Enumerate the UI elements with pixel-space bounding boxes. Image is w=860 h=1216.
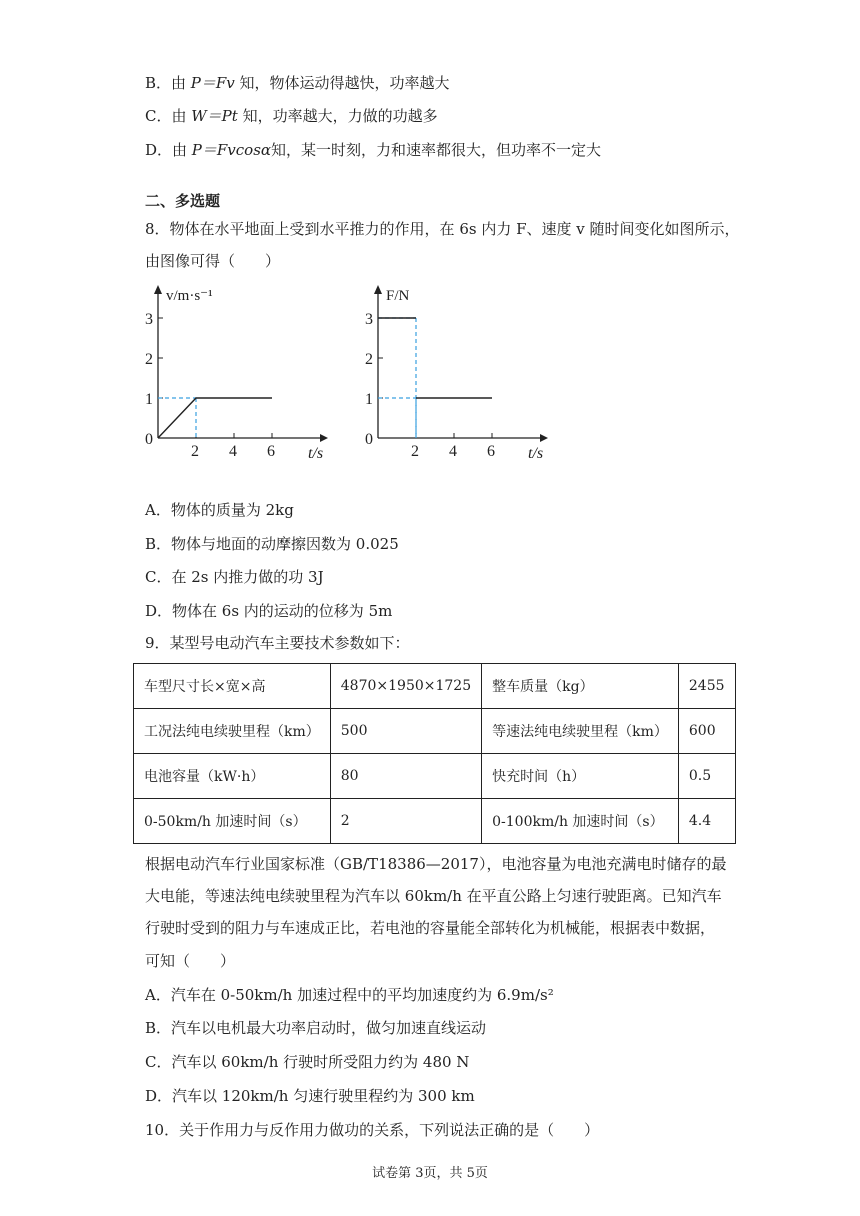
table-cell: 500 — [330, 709, 481, 754]
table-cell: 工况法纯电续驶里程（km） — [134, 709, 331, 754]
table-row — [134, 754, 736, 799]
y-tick-label: 1 — [145, 391, 153, 408]
table-cell: 80 — [330, 754, 481, 799]
q9-para-line4: 可知（ ） — [145, 952, 236, 970]
q9-intro: 9．某型号电动汽车主要技术参数如下： — [145, 634, 410, 652]
x-tick-label: 2 — [411, 443, 419, 460]
q9-para-line1: 根据电动汽车行业国家标准（GB/T18386—2017），电池容量为电池充满电时储存的最 — [145, 855, 727, 873]
origin-label: 0 — [365, 431, 373, 448]
table-row — [134, 799, 736, 844]
q8-stem-line2: 由图像可得（ ） — [145, 252, 281, 270]
y-tick-label: 3 — [365, 311, 373, 328]
q9-option-a: A．汽车在 0-50km/h 加速过程中的平均加速度约为 6.9m/s² — [145, 986, 554, 1004]
force-time-graph — [360, 280, 560, 465]
velocity-time-graph — [140, 280, 340, 465]
q9-para-line2: 大电能，等速法纯电续驶里程为汽车以 60km/h 在平直公路上匀速行驶距离。已知汽车 — [145, 887, 722, 905]
table-cell: 电池容量（kW·h） — [134, 754, 331, 799]
series-line — [158, 398, 272, 438]
q8-option-d: D．物体在 6s 内的运动的位移为 5m — [145, 602, 393, 620]
table-cell: 快充时间（h） — [482, 754, 679, 799]
origin-label: 0 — [145, 431, 153, 448]
formula: P＝Fv — [190, 74, 235, 92]
formula: P＝Fvcosα — [191, 141, 272, 159]
x-tick-label: 4 — [449, 443, 457, 460]
table-cell: 0-50km/h 加速时间（s） — [134, 799, 331, 844]
x-tick-label: 6 — [487, 443, 495, 460]
table-cell: 2 — [330, 799, 481, 844]
table-cell: 0.5 — [678, 754, 735, 799]
page-footer: 试卷第 3页，共 5页 — [372, 1166, 488, 1181]
table-cell: 0-100km/h 加速时间（s） — [482, 799, 679, 844]
q9-option-b: B．汽车以电机最大功率启动时，做匀加速直线运动 — [145, 1019, 487, 1037]
y-tick-label: 2 — [145, 351, 153, 368]
table-cell: 等速法纯电续驶里程（km） — [482, 709, 679, 754]
x-tick-label: 2 — [191, 443, 199, 460]
q8-option-c: C．在 2s 内推力做的功 3J — [145, 568, 324, 586]
table-cell: 2455 — [678, 664, 735, 709]
y-axis-arrow — [154, 285, 162, 294]
q8-option-b: B．物体与地面的动摩擦因数为 0.025 — [145, 535, 399, 553]
x-axis-label: t/s — [528, 445, 544, 462]
option-b-prev: B．由 P＝Fv 知，物体运动得越快，功率越大 — [145, 74, 450, 92]
x-axis-arrow — [320, 434, 328, 442]
table-cell: 车型尺寸长×宽×高 — [134, 664, 331, 709]
y-tick-label: 3 — [145, 311, 153, 328]
option-d-prev: D．由 P＝Fvcosα知，某一时刻，力和速率都很大，但功率不一定大 — [145, 141, 602, 159]
formula: W＝Pt — [191, 107, 238, 125]
spec-table — [133, 663, 736, 844]
q8-option-a: A．物体的质量为 2kg — [145, 501, 294, 519]
section-title: 二、多选题 — [145, 192, 221, 210]
q9-para-line3: 行驶时受到的阻力与车速成正比，若电池的容量能全部转化为机械能，根据表中数据， — [145, 919, 716, 937]
x-axis-arrow — [540, 434, 548, 442]
x-tick-label: 4 — [229, 443, 237, 460]
table-cell: 整车质量（kg） — [482, 664, 679, 709]
table-row — [134, 709, 736, 754]
table-cell: 600 — [678, 709, 735, 754]
table-cell: 4.4 — [678, 799, 735, 844]
y-axis-arrow — [374, 285, 382, 294]
x-axis-label: t/s — [308, 445, 324, 462]
option-c-prev: C．由 W＝Pt 知，功率越大，力做的功越多 — [145, 107, 438, 125]
table-cell: 4870×1950×1725 — [330, 664, 481, 709]
y-axis-label: F/N — [386, 288, 410, 304]
q9-option-c: C．汽车以 60km/h 行驶时所受阻力约为 480 N — [145, 1053, 470, 1071]
y-tick-label: 2 — [365, 351, 373, 368]
table-row — [134, 664, 736, 709]
x-tick-label: 6 — [267, 443, 275, 460]
q9-option-d: D．汽车以 120km/h 匀速行驶里程约为 300 km — [145, 1087, 475, 1105]
y-axis-label: v/m·s⁻¹ — [166, 288, 213, 304]
q8-stem-line1: 8．物体在水平地面上受到水平推力的作用，在 6s 内力 F、速度 v 随时间变化如图所示， — [145, 220, 740, 238]
q10-stem: 10．关于作用力与反作用力做功的关系，下列说法正确的是（ ） — [145, 1121, 600, 1139]
y-tick-label: 1 — [365, 391, 373, 408]
